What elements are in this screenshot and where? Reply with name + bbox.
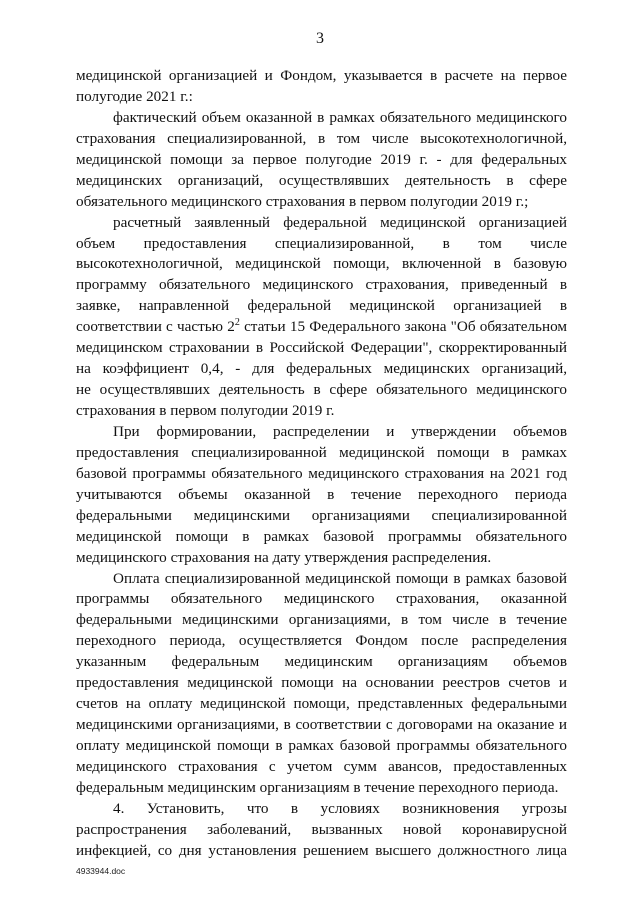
text-line: медицинской помощи в рамках базовой программы обязательного [76,527,567,545]
text-line: переходного периода, осуществляется Фондом после распределения [76,632,567,650]
footer-filename: 4933944.doc [76,866,126,876]
text-line: Оплата специализированной медицинской помощи в рамках базовой [113,569,567,587]
text-line: высокотехнологичной, медицинской помощи, включенной в базовую [76,255,567,273]
text-line: базовой программы обязательного медицинского страхования на 2021 год [76,464,567,482]
paragraph [76,66,567,108]
text-line: полугодие 2021 г.: [76,87,193,105]
paragraph [76,213,567,422]
document-body [76,66,567,862]
text-line: При формировании, распределении и утверждении объемов [113,422,567,440]
text-line: федеральными медицинскими организациями специализированной [76,506,567,524]
text-line: счетов на оплату медицинской помощи, представленных федеральными [76,695,567,713]
paragraph [76,799,567,862]
text-line: распространения заболеваний, вызванных новой коронавирусной [76,820,567,838]
paragraph [76,569,567,799]
text-line: указанным федеральным медицинским организациям объемов [76,653,567,671]
text-line: программы обязательного медицинского страхования, оказанной [76,590,567,608]
text-line: медицинской помощи за первое полугодие 2019 г. - для федеральных [76,150,567,168]
text-line: на коэффициент 0,4, - для федеральных медицинских организаций, [76,360,567,378]
text-line: предоставления специализированной медицинской помощи в рамках [76,443,567,461]
text-line: страхования специализированной, в том числе высокотехнологичной, [76,129,567,147]
text-line: медицинском страховании в Российской Федерации", скорректированный [76,339,567,357]
text-line: не осуществлявших деятельность в сфере обязательного медицинского [76,381,567,399]
text-line: медицинскими организациями, в соответствии с договорами на оказание и [76,716,567,734]
text-line: соответствии с частью $2^2$ статьи 15 Федерального закона "Об обязательном [76,317,567,336]
text-line: медицинской организацией и Фондом, указывается в расчете на первое [76,67,567,84]
text-line: учитываются объемы оказанной в течение переходного периода [76,485,567,503]
text-line: заявке, направленной федеральной медицинской организацией в [76,297,567,315]
superscript: 2 [234,317,240,329]
paragraph [76,108,567,213]
text-line: федеральным медицинским организациям в течение переходного периода. [76,778,559,796]
text-line: медицинских организаций, осуществлявших деятельность в сфере [76,171,567,189]
text-line: 4. Установить, что в условиях возникновения угрозы [113,799,567,817]
page-number: 3 [316,30,324,47]
text-line: обязательного медицинского страхования в первом полугодии 2019 г.; [76,192,529,210]
text-line: фактический объем оказанной в рамках обязательного медицинского [113,108,567,126]
text-line: федеральными медицинскими организациями, в том числе в течение [76,611,567,629]
text-line: страхования в первом полугодии 2019 г. [76,402,335,419]
text-line: объем предоставления специализированной, в том числе [76,234,567,252]
paragraph [76,422,567,569]
text-line: предоставления медицинской помощи на основании реестров счетов и [76,674,567,692]
text-line: расчетный заявленный федеральной медицинской организацией [113,213,567,231]
text-line: программу обязательного медицинского страхования, приведенный в [76,276,567,294]
text-line: инфекцией, со дня установления решением высшего должностного лица [76,841,567,859]
text-line: медицинского страхования на дату утверждения распределения. [76,548,492,566]
text-line: оплату медицинской помощи в рамках базовой программы обязательного [76,737,567,754]
text-line: медицинского страхования с учетом сумм авансов, предоставленных [76,757,567,775]
